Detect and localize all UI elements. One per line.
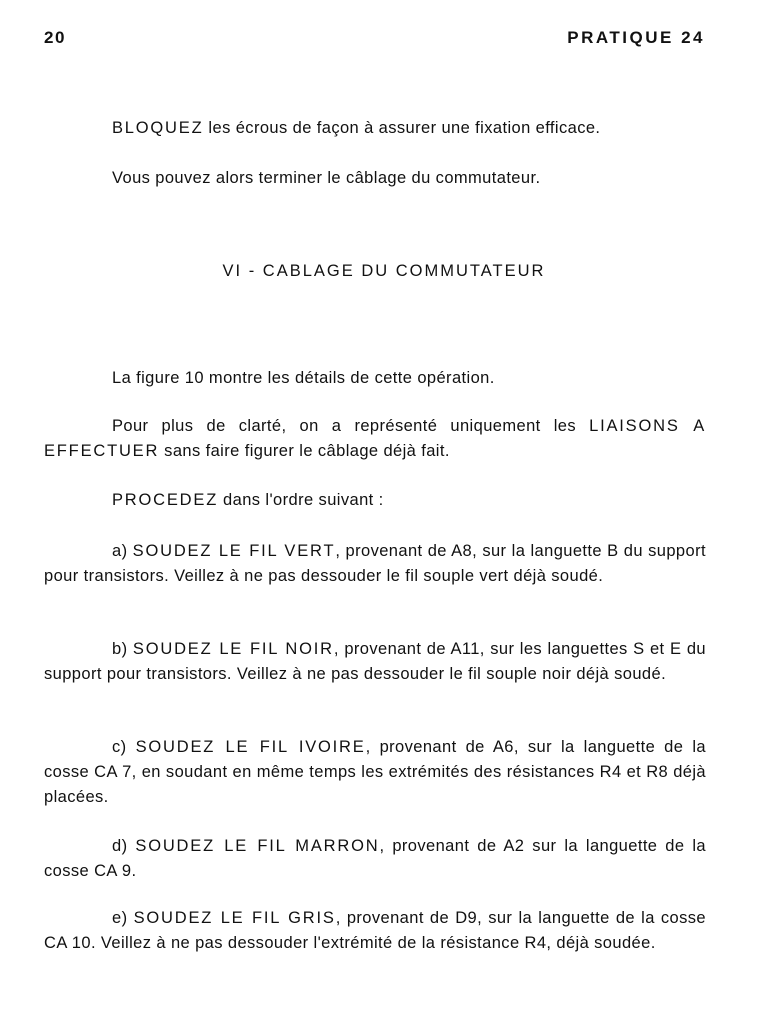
keyword: BLOQUEZ bbox=[112, 119, 204, 137]
step-e bbox=[44, 906, 706, 956]
keyword: SOUDEZ LE FIL IVOIRE bbox=[135, 738, 366, 756]
step-c bbox=[44, 735, 706, 810]
page-number: 20 bbox=[44, 28, 66, 47]
keyword: PROCEDEZ bbox=[112, 491, 219, 509]
step-text: , provenant de A6, sur la languette de la cosse CA 7, en soudant en même temps les extrémités des résistances R4 et R8 déjà placées. bbox=[44, 738, 707, 806]
step-prefix: c) bbox=[112, 738, 136, 756]
keyword: SOUDEZ LE FIL MARRON bbox=[135, 837, 380, 855]
keyword: LIAISONS A EFFECTUER bbox=[44, 417, 706, 460]
paragraph-procedez bbox=[44, 488, 706, 513]
step-prefix: d) bbox=[112, 837, 136, 855]
step-a bbox=[44, 539, 706, 589]
keyword: SOUDEZ LE FIL NOIR bbox=[132, 640, 334, 658]
running-title: PRATIQUE 24 bbox=[567, 28, 705, 47]
step-prefix: e) bbox=[112, 909, 134, 927]
step-text: , provenant de A8, sur la languette B du support pour transistors. Veillez à ne pas dessouder le fil souple vert déjà soudé. bbox=[44, 542, 706, 585]
step-d bbox=[44, 834, 706, 884]
paragraph-text: Pour plus de clarté, on a représenté uniquement les bbox=[112, 417, 590, 435]
section-title: VI - CABLAGE DU COMMUTATEUR bbox=[222, 262, 546, 280]
step-text: , provenant de D9, sur la languette de la cosse CA 10. Veillez à ne pas dessouder l'extrémité de la résistance R4, déjà soudée. bbox=[44, 909, 706, 952]
keyword: SOUDEZ LE FIL VERT bbox=[132, 542, 336, 560]
paragraph-text: sans faire figurer le câblage déjà fait. bbox=[159, 442, 450, 460]
paragraph-text: La figure 10 montre les détails de cette opération. bbox=[112, 369, 495, 387]
paragraph-bloquez bbox=[44, 116, 706, 141]
step-b bbox=[44, 637, 706, 687]
paragraph-text: les écrous de façon à assurer une fixation efficace. bbox=[203, 119, 601, 137]
step-text: , provenant de A11, sur les languettes S et E du support pour transistors. Veillez à ne pas dessouder le fil souple noir déjà soudé. bbox=[44, 640, 706, 683]
keyword: SOUDEZ LE FIL GRIS bbox=[133, 909, 336, 927]
paragraph-terminer bbox=[44, 166, 706, 191]
paragraph-clarte bbox=[44, 414, 706, 464]
paragraph-text: Vous pouvez alors terminer le câblage du commutateur. bbox=[112, 169, 541, 187]
step-prefix: a) bbox=[112, 542, 133, 560]
step-prefix: b) bbox=[112, 640, 133, 658]
paragraph-text: dans l'ordre suivant : bbox=[218, 491, 384, 509]
step-text: , provenant de A2 sur la languette de la cosse CA 9. bbox=[44, 837, 706, 880]
paragraph-figure bbox=[44, 366, 706, 391]
